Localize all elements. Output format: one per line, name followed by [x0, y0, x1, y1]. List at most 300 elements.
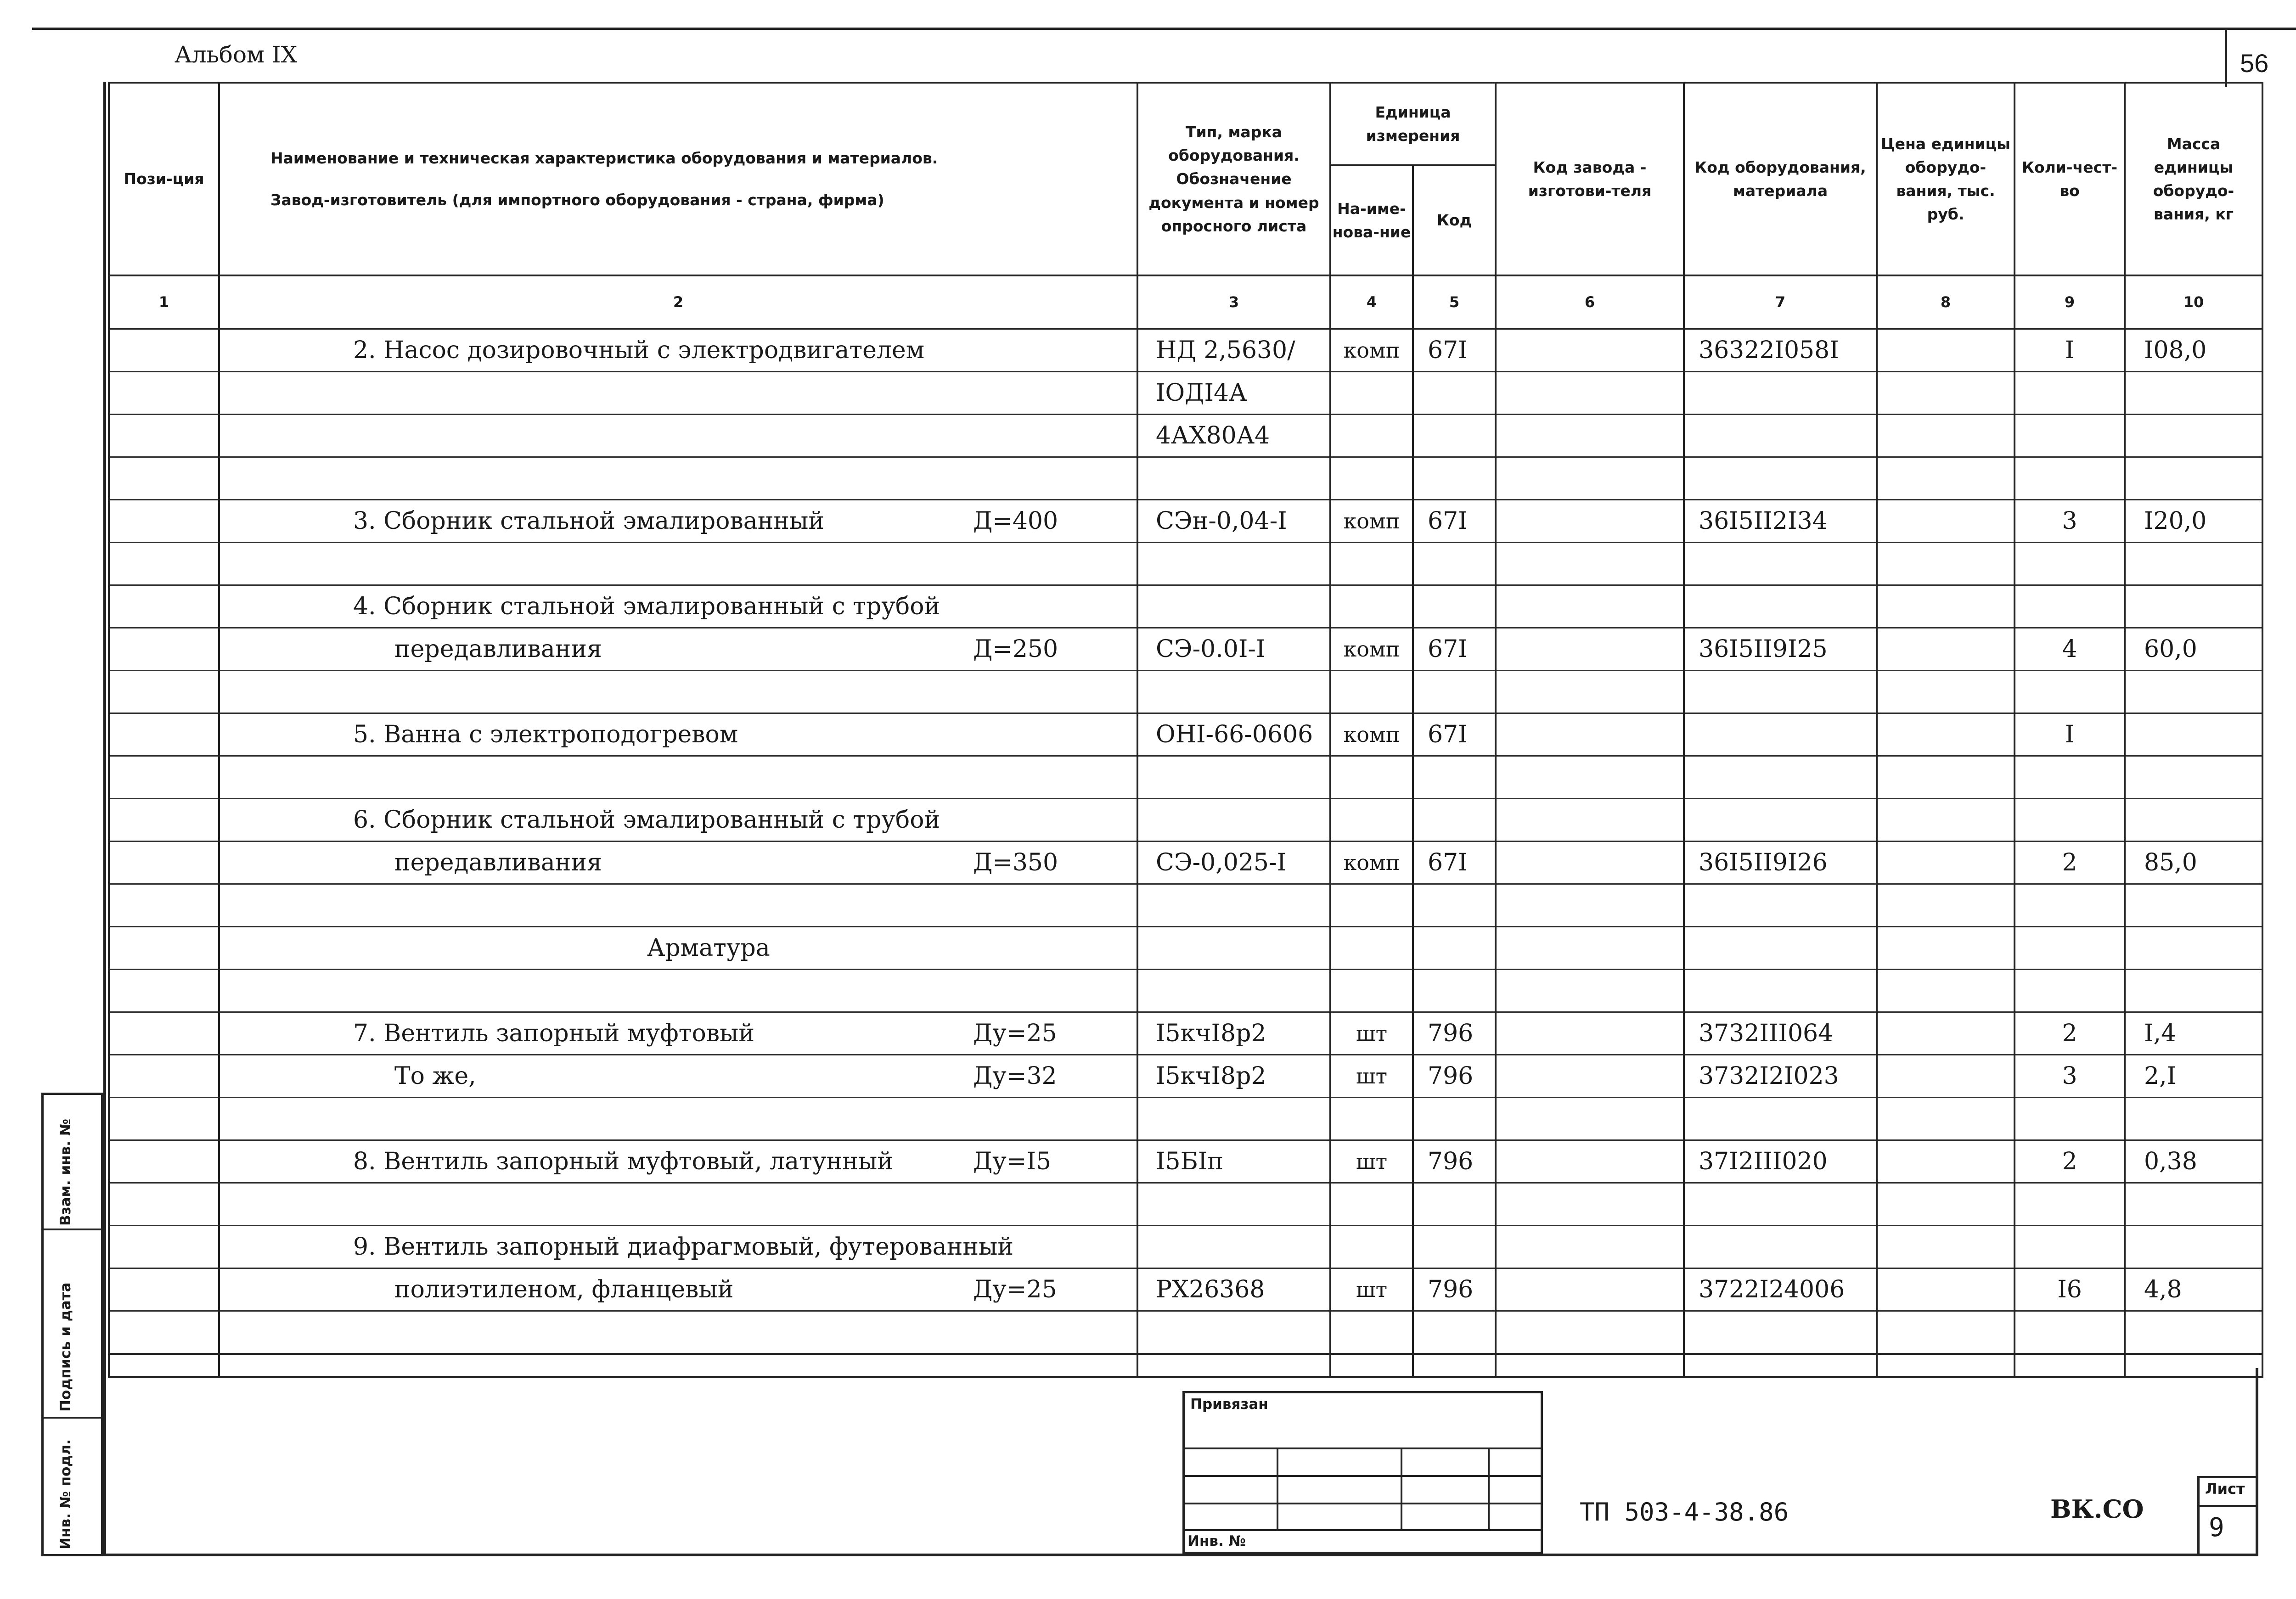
cell-pos	[109, 628, 219, 671]
table-row	[109, 713, 2262, 756]
col-num: 8	[1877, 275, 2015, 329]
cell-name	[219, 1311, 1137, 1354]
col-num: 6	[1496, 275, 1684, 329]
cell-maker-code	[1496, 842, 1684, 884]
cell-type	[1137, 799, 1330, 842]
cell-mass: 85,0	[2125, 842, 2262, 884]
header-unit-code: Код	[1413, 165, 1496, 275]
cell-name	[219, 628, 1137, 671]
cell-qty: 3	[2015, 500, 2125, 543]
cell-qty: 2	[2015, 842, 2125, 884]
item-name: 2. Насос дозировочный с электродвигателем	[353, 337, 925, 364]
table-row	[109, 585, 2262, 628]
cell-qty	[2015, 457, 2125, 500]
cell-equip-code	[1684, 927, 1877, 970]
cell-unit-code: 67I	[1413, 329, 1496, 372]
cell-type	[1137, 1098, 1330, 1140]
cell-qty: 4	[2015, 628, 2125, 671]
cell-mass	[2125, 1226, 2262, 1268]
cell-equip-code	[1684, 585, 1877, 628]
table-row	[109, 500, 2262, 543]
cell-type: I5БIп	[1137, 1140, 1330, 1183]
cell-unit: шт	[1330, 1012, 1413, 1055]
cell-unit-code: 796	[1413, 1140, 1496, 1183]
header-unit-name: На-име-нова-ние	[1330, 165, 1413, 275]
cell-qty	[2015, 1226, 2125, 1268]
item-name: 3. Сборник стальной эмалированный	[353, 507, 825, 535]
cell-unit	[1330, 585, 1413, 628]
cell-type: I5кчI8р2	[1137, 1055, 1330, 1098]
item-name: полиэтиленом, фланцевый	[394, 1276, 734, 1303]
stamp-vline	[1401, 1448, 1402, 1529]
cell-unit	[1330, 543, 1413, 585]
stamp-label-privyazan: Привязан	[1190, 1396, 1268, 1413]
cell-unit-code	[1413, 756, 1496, 799]
cell-unit	[1330, 970, 1413, 1012]
stamp-label-inv: Инв. №	[1187, 1533, 1246, 1549]
cell-type	[1137, 1183, 1330, 1226]
cell-mass	[2125, 671, 2262, 713]
cell-name	[219, 1268, 1137, 1311]
cell-price	[1877, 329, 2015, 372]
cell-mass: I20,0	[2125, 500, 2262, 543]
cell-price	[1877, 1012, 2015, 1055]
header-equip-code: Код оборудования, материала	[1684, 83, 1877, 275]
cell-name	[219, 543, 1137, 585]
cell-price	[1877, 713, 2015, 756]
cell-pos	[109, 329, 219, 372]
cell-pos	[109, 671, 219, 713]
header-name-line1: Наименование и техническая характеристика оборудования и материалов.	[270, 149, 938, 167]
cell-maker-code	[1496, 1055, 1684, 1098]
cell-qty: I	[2015, 329, 2125, 372]
page-number-divider	[2225, 28, 2227, 87]
header-unit: Единица измерения	[1330, 83, 1496, 165]
cell-pos	[109, 500, 219, 543]
cell-name	[219, 500, 1137, 543]
cell-name	[219, 415, 1137, 457]
cell-pos	[109, 415, 219, 457]
table-row	[109, 1268, 2262, 1311]
cell-maker-code	[1496, 970, 1684, 1012]
cell-equip-code	[1684, 671, 1877, 713]
cell-qty: 3	[2015, 1055, 2125, 1098]
cell-price	[1877, 671, 2015, 713]
cell-mass: I,4	[2125, 1012, 2262, 1055]
cell-pos	[109, 884, 219, 927]
cell-qty: I	[2015, 713, 2125, 756]
cell-maker-code	[1496, 927, 1684, 970]
cell-maker-code	[1496, 543, 1684, 585]
cell-qty: 2	[2015, 1012, 2125, 1055]
side-cell-podpis	[44, 1230, 101, 1419]
cell-unit	[1330, 671, 1413, 713]
cell-type	[1137, 884, 1330, 927]
cell-price	[1877, 457, 2015, 500]
cell-equip-code: 3722I24006	[1684, 1268, 1877, 1311]
item-name: передавливания	[394, 849, 602, 876]
cell-unit-code: 67I	[1413, 628, 1496, 671]
header-qty: Коли-чест-во	[2015, 83, 2125, 275]
cell-unit	[1330, 457, 1413, 500]
cell-price	[1877, 884, 2015, 927]
cell-unit-code	[1413, 1098, 1496, 1140]
col-num: 9	[2015, 275, 2125, 329]
cell-equip-code: 37I2III020	[1684, 1140, 1877, 1183]
cell-price	[1877, 1268, 2015, 1311]
col-num: 2	[219, 275, 1137, 329]
table-row	[109, 543, 2262, 585]
cell-type: СЭ-0.0I-I	[1137, 628, 1330, 671]
table-row	[109, 927, 2262, 970]
cell-type	[1137, 1311, 1330, 1354]
cell-type: IОДI4А	[1137, 372, 1330, 415]
cell-mass	[2125, 585, 2262, 628]
cell-qty	[2015, 1183, 2125, 1226]
cell-maker-code	[1496, 671, 1684, 713]
table-row	[109, 1183, 2262, 1226]
table-row	[109, 970, 2262, 1012]
cell-unit: шт	[1330, 1055, 1413, 1098]
cell-unit-code: 796	[1413, 1268, 1496, 1311]
col-num: 1	[109, 275, 219, 329]
header-name-line2: Завод-изготовитель (для импортного оборудования - страна, фирма)	[270, 191, 884, 209]
cell-type: НД 2,5630/	[1137, 329, 1330, 372]
cell-pos	[109, 927, 219, 970]
item-dimension: Ду=32	[973, 1062, 1057, 1090]
table-row	[109, 1140, 2262, 1183]
cell-pos	[109, 1268, 219, 1311]
table-row	[109, 1098, 2262, 1140]
cell-equip-code	[1684, 884, 1877, 927]
header-type: Тип, марка оборудования. Обозначение документа и номер опросного листа	[1137, 83, 1330, 275]
cell-mass	[2125, 799, 2262, 842]
cell-price	[1877, 585, 2015, 628]
cell-pos	[109, 372, 219, 415]
cell-maker-code	[1496, 1311, 1684, 1354]
header-pos: Пози-ция	[109, 83, 219, 275]
cell-pos	[109, 799, 219, 842]
cell-type: I5кчI8р2	[1137, 1012, 1330, 1055]
cell-mass	[2125, 457, 2262, 500]
cell-unit-code	[1413, 372, 1496, 415]
table-row	[109, 372, 2262, 415]
stamp-hline	[1185, 1448, 1541, 1449]
side-stamp	[41, 1093, 103, 1556]
table-row	[109, 884, 2262, 927]
cell-type: ОНI-66-0606	[1137, 713, 1330, 756]
cell-price	[1877, 970, 2015, 1012]
cell-mass	[2125, 756, 2262, 799]
cell-unit: шт	[1330, 1268, 1413, 1311]
table-row	[109, 457, 2262, 500]
cell-unit-code: 67I	[1413, 842, 1496, 884]
side-cell-inv	[44, 1419, 101, 1554]
side-cell-vzam	[44, 1095, 101, 1230]
table-row	[109, 329, 2262, 372]
cell-maker-code	[1496, 1226, 1684, 1268]
cell-type: РХ26368	[1137, 1268, 1330, 1311]
cell-pos	[109, 713, 219, 756]
cell-unit-code	[1413, 543, 1496, 585]
cell-equip-code	[1684, 799, 1877, 842]
cell-unit	[1330, 1098, 1413, 1140]
cell-unit	[1330, 1183, 1413, 1226]
cell-pos	[109, 970, 219, 1012]
cell-equip-code: 3732III064	[1684, 1012, 1877, 1055]
cell-price	[1877, 756, 2015, 799]
cell-unit-code: 67I	[1413, 500, 1496, 543]
cell-maker-code	[1496, 1012, 1684, 1055]
cell-qty	[2015, 927, 2125, 970]
cell-type	[1137, 927, 1330, 970]
stamp-hline	[1185, 1475, 1541, 1477]
sheet-label: Лист	[2205, 1480, 2245, 1498]
cell-unit-code	[1413, 671, 1496, 713]
cell-mass: 0,38	[2125, 1140, 2262, 1183]
cell-equip-code: 3732I2I023	[1684, 1055, 1877, 1098]
table-row	[109, 1226, 2262, 1268]
cell-unit-code	[1413, 585, 1496, 628]
side-label-inv: Инв. № подл.	[57, 1439, 74, 1549]
cell-type	[1137, 585, 1330, 628]
table-row	[109, 415, 2262, 457]
stamp-hline	[1185, 1529, 1541, 1531]
item-name: передавливания	[394, 635, 602, 663]
cell-qty: 2	[2015, 1140, 2125, 1183]
cell-maker-code	[1496, 1098, 1684, 1140]
document-mark: ВК.СО	[2050, 1494, 2144, 1524]
cell-mass	[2125, 372, 2262, 415]
cell-equip-code	[1684, 1311, 1877, 1354]
cell-name	[219, 1226, 1137, 1268]
cell-mass: 4,8	[2125, 1268, 2262, 1311]
item-dimension: Ду=I5	[973, 1148, 1052, 1175]
cell-price	[1877, 415, 2015, 457]
cell-maker-code	[1496, 457, 1684, 500]
item-dimension: Ду=25	[973, 1020, 1057, 1047]
cell-maker-code	[1496, 713, 1684, 756]
cell-equip-code	[1684, 543, 1877, 585]
sheet-box	[2197, 1476, 2258, 1554]
cell-name	[219, 372, 1137, 415]
cell-qty: I6	[2015, 1268, 2125, 1311]
cell-qty	[2015, 585, 2125, 628]
cell-qty	[2015, 415, 2125, 457]
table-row	[109, 842, 2262, 884]
cell-price	[1877, 1098, 2015, 1140]
cell-unit-code: 67I	[1413, 713, 1496, 756]
top-border-line	[32, 28, 2296, 30]
cell-name	[219, 585, 1137, 628]
item-name: 4. Сборник стальной эмалированный с трубой	[353, 593, 940, 620]
cell-name	[219, 1183, 1137, 1226]
cell-mass	[2125, 415, 2262, 457]
cell-name	[219, 1098, 1137, 1140]
cell-unit-code	[1413, 1226, 1496, 1268]
sheet-number: 9	[2209, 1513, 2224, 1543]
cell-type	[1137, 970, 1330, 1012]
cell-name	[219, 329, 1137, 372]
cell-qty	[2015, 372, 2125, 415]
cell-maker-code	[1496, 585, 1684, 628]
item-name: 5. Ванна с электроподогревом	[353, 721, 738, 748]
cell-mass	[2125, 1311, 2262, 1354]
cell-name	[219, 713, 1137, 756]
cell-pos	[109, 756, 219, 799]
cell-equip-code	[1684, 1226, 1877, 1268]
cell-type	[1137, 1226, 1330, 1268]
cell-unit	[1330, 799, 1413, 842]
cell-unit	[1330, 884, 1413, 927]
cell-mass	[2125, 1098, 2262, 1140]
cell-mass: 60,0	[2125, 628, 2262, 671]
table-bottom-row	[109, 1354, 2262, 1377]
cell-maker-code	[1496, 500, 1684, 543]
cell-type: 4АХ80А4	[1137, 415, 1330, 457]
binding-stamp	[1182, 1391, 1543, 1554]
cell-unit: комп	[1330, 842, 1413, 884]
cell-pos	[109, 585, 219, 628]
item-dimension: Д=400	[973, 507, 1058, 535]
cell-name	[219, 1140, 1137, 1183]
cell-mass: 2,I	[2125, 1055, 2262, 1098]
cell-maker-code	[1496, 884, 1684, 927]
cell-maker-code	[1496, 329, 1684, 372]
cell-unit: комп	[1330, 713, 1413, 756]
item-name: 6. Сборник стальной эмалированный с трубой	[353, 806, 940, 834]
item-name: 8. Вентиль запорный муфтовый, латунный	[353, 1148, 893, 1175]
cell-unit	[1330, 1226, 1413, 1268]
cell-type	[1137, 671, 1330, 713]
cell-price	[1877, 372, 2015, 415]
cell-price	[1877, 628, 2015, 671]
cell-unit-code	[1413, 884, 1496, 927]
specification-table	[108, 82, 2263, 1378]
cell-name	[219, 799, 1137, 842]
cell-pos	[109, 1098, 219, 1140]
col-num: 4	[1330, 275, 1413, 329]
stamp-vline	[1277, 1448, 1278, 1529]
col-num: 5	[1413, 275, 1496, 329]
cell-pos	[109, 543, 219, 585]
cell-mass	[2125, 543, 2262, 585]
cell-name	[219, 1012, 1137, 1055]
cell-mass: I08,0	[2125, 329, 2262, 372]
stamp-vline	[1488, 1448, 1490, 1529]
item-dimension: Ду=25	[973, 1276, 1057, 1303]
cell-name	[219, 927, 1137, 970]
cell-maker-code	[1496, 756, 1684, 799]
side-label-podpis: Подпись и дата	[57, 1282, 74, 1412]
cell-qty	[2015, 970, 2125, 1012]
cell-unit	[1330, 415, 1413, 457]
cell-price	[1877, 1183, 2015, 1226]
cell-qty	[2015, 671, 2125, 713]
header-mass: Масса единицы оборудо-вания, кг	[2125, 83, 2262, 275]
col-num: 7	[1684, 275, 1877, 329]
cell-unit-code	[1413, 927, 1496, 970]
cell-unit: комп	[1330, 500, 1413, 543]
cell-price	[1877, 1226, 2015, 1268]
cell-price	[1877, 543, 2015, 585]
item-name: Арматура	[647, 934, 770, 962]
cell-equip-code: 36I5II2I34	[1684, 500, 1877, 543]
cell-name	[219, 457, 1137, 500]
cell-equip-code	[1684, 1098, 1877, 1140]
cell-unit: комп	[1330, 329, 1413, 372]
cell-qty	[2015, 543, 2125, 585]
cell-pos	[109, 1012, 219, 1055]
cell-maker-code	[1496, 415, 1684, 457]
cell-unit-code	[1413, 457, 1496, 500]
frame-left-border	[103, 82, 106, 1555]
cell-name	[219, 842, 1137, 884]
cell-qty	[2015, 884, 2125, 927]
cell-name	[219, 884, 1137, 927]
table-row	[109, 671, 2262, 713]
sheet-separator	[2200, 1505, 2258, 1507]
cell-qty	[2015, 756, 2125, 799]
side-label-vzam: Взам. инв. №	[57, 1118, 74, 1226]
table-row	[109, 628, 2262, 671]
cell-equip-code	[1684, 372, 1877, 415]
cell-unit-code	[1413, 1183, 1496, 1226]
cell-pos	[109, 1311, 219, 1354]
cell-equip-code	[1684, 457, 1877, 500]
frame-bottom-border	[103, 1554, 2258, 1556]
cell-mass	[2125, 884, 2262, 927]
album-label: Альбом IX	[174, 41, 298, 68]
cell-name	[219, 1055, 1137, 1098]
cell-type	[1137, 457, 1330, 500]
cell-equip-code: 36I5II9I26	[1684, 842, 1877, 884]
cell-unit: комп	[1330, 628, 1413, 671]
item-name: То же,	[394, 1062, 476, 1090]
header-maker-code: Код завода - изготови-теля	[1496, 83, 1684, 275]
cell-unit	[1330, 1311, 1413, 1354]
cell-mass	[2125, 970, 2262, 1012]
cell-price	[1877, 842, 2015, 884]
cell-type: СЭн-0,04-I	[1137, 500, 1330, 543]
cell-pos	[109, 1183, 219, 1226]
cell-unit-code	[1413, 970, 1496, 1012]
cell-maker-code	[1496, 1140, 1684, 1183]
item-dimension: Д=350	[973, 849, 1058, 876]
table-row	[109, 799, 2262, 842]
table-body	[109, 329, 2262, 1354]
cell-price	[1877, 500, 2015, 543]
item-name: 7. Вентиль запорный муфтовый	[353, 1020, 755, 1047]
col-num: 3	[1137, 275, 1330, 329]
item-dimension: Д=250	[973, 635, 1058, 663]
cell-type: СЭ-0,025-I	[1137, 842, 1330, 884]
table-row	[109, 756, 2262, 799]
cell-unit: шт	[1330, 1140, 1413, 1183]
cell-maker-code	[1496, 799, 1684, 842]
cell-mass	[2125, 1183, 2262, 1226]
item-name: 9. Вентиль запорный диафрагмовый, футерованный	[353, 1233, 1014, 1261]
header-name	[219, 83, 1137, 275]
cell-price	[1877, 799, 2015, 842]
cell-maker-code	[1496, 372, 1684, 415]
cell-mass	[2125, 927, 2262, 970]
header-price: Цена единицы оборудо-вания, тыс. руб.	[1877, 83, 2015, 275]
cell-name	[219, 970, 1137, 1012]
cell-name	[219, 671, 1137, 713]
cell-type	[1137, 543, 1330, 585]
cell-price	[1877, 927, 2015, 970]
